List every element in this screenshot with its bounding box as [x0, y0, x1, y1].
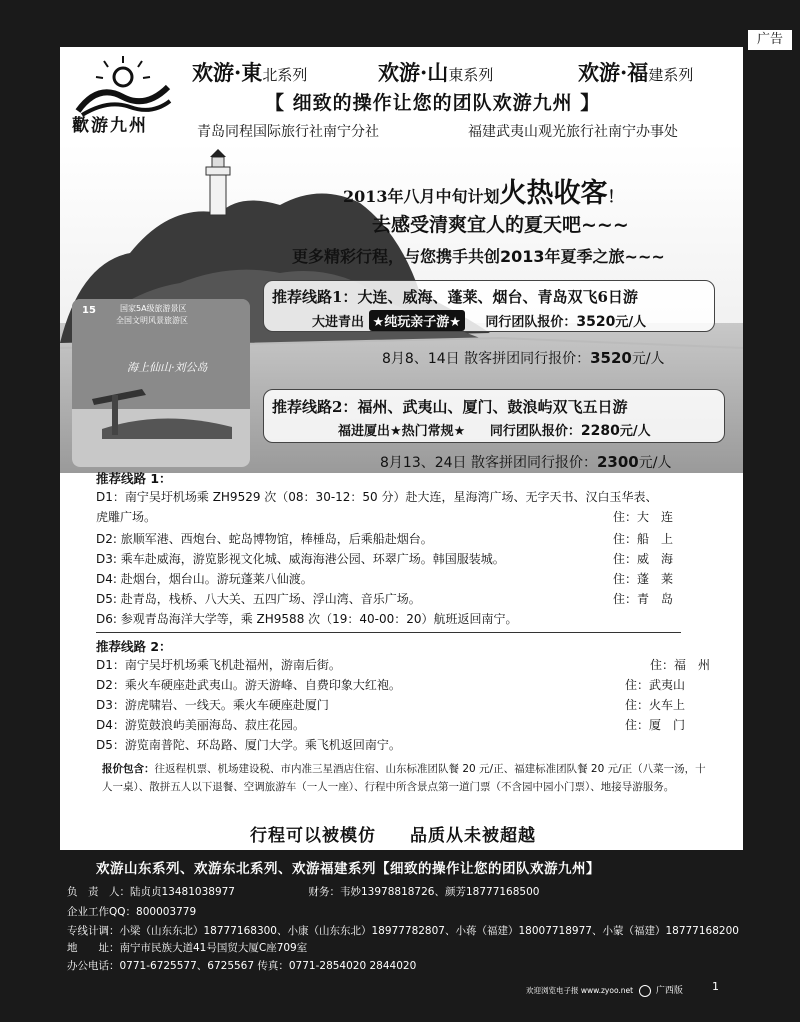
tagline-summer: 去感受清爽宜人的夏天吧~~~: [372, 214, 629, 236]
ad-label: 广告: [748, 30, 792, 50]
itinerary2-stay: 住：福 州: [650, 658, 711, 672]
itinerary1-day: D3: 乘车赴威海，游览影视文化城、威海海港公园、环翠广场。韩国服装城。: [96, 552, 505, 566]
route2-free-price: 8月13、24日 散客拼团同行报价：2300元/人: [380, 453, 672, 471]
route1-free-price: 8月8、14日 散客拼团同行报价：3520元/人: [382, 349, 665, 367]
brochure-line2: 全国文明风景旅游区: [116, 316, 188, 325]
page-number: 1: [712, 980, 719, 993]
series-fujian: 欢游·福建系列: [578, 60, 694, 85]
itinerary1-stay: 住：大 连: [613, 510, 674, 524]
itinerary1-day: D2: 旅顺军港、西炮台、蛇岛博物馆，棒棰岛，后乘船赴烟台。: [96, 532, 433, 546]
series-shandong: 欢游·山東系列: [378, 60, 494, 85]
series-dongbei: 欢游·東北系列: [192, 60, 308, 85]
contact-planners: 专线计调：小梁（山东东北）18777168300、小康（山东东北）18977782807、小蒋（福建）18007718977、小蒙（福建）18777168200: [67, 925, 739, 937]
svg-text:15: 15: [82, 305, 96, 316]
logo-text: 歡游九州: [72, 116, 148, 136]
itinerary2-day: D4：游览鼓浪屿美丽海岛、菽庄花园。: [96, 718, 305, 732]
headline: 2013年八月中旬计划火热收客！: [343, 178, 624, 209]
itinerary2-stay: 住：厦 门: [625, 718, 686, 732]
itinerary1-stay: 住：蓬 莱: [613, 572, 674, 586]
contact-manager: 负 责 人：陆贞贞13481038977 财务：韦妙13978818726、颜芳18777168500: [67, 886, 540, 898]
itinerary2-day: D1：南宁吴圩机场乘飞机赴福州，游南后街。: [96, 658, 341, 672]
route1-badge: ★纯玩亲子游★: [369, 310, 465, 331]
itinerary2-day: D5：游览南普陀、环岛路、厦门大学。乘飞机返回南宁。: [96, 738, 401, 752]
footer-title: 欢游山东系列、欢游东北系列、欢游福建系列【细致的操作让您的团队欢游九州】: [96, 861, 600, 877]
itinerary2-day: D3：游虎啸岩、一线天。乘火车硬座赴厦门: [96, 698, 329, 712]
contact-address: 地 址：南宁市民族大道41号国贸大厦C座709室: [67, 942, 308, 954]
divider: [96, 632, 681, 633]
itinerary1-heading: 推荐线路 1：: [96, 471, 172, 486]
itinerary1-stay: 住：青 岛: [613, 592, 674, 606]
price-includes: 报价包含：往返程机票、机场建设税、市内准三星酒店住宿、山东标准团队餐 20 元/正、福建标准团队餐 20 元/正（八菜一汤，十人一桌）、散拼五人以下退餐、空调旅游车（一人一座）、行程中所含景点第一道门票（不含园中园小门票）、地接导游服务。: [102, 763, 706, 793]
itinerary1-stay: 住：船 上: [613, 532, 674, 546]
itinerary1-stay: 住：威 海: [613, 552, 674, 566]
leaf-logo-icon: [639, 985, 651, 997]
route1-details: 大进青出 ★纯玩亲子游★ 同行团队报价：3520元/人: [312, 310, 646, 331]
itinerary1-day: D5: 赴青岛，栈桥、八大关、五四广场、浮山湾、音乐广场。: [96, 592, 421, 606]
agency-fujian: 福建武夷山观光旅行社南宁办事处: [468, 124, 678, 140]
itinerary2-heading: 推荐线路 2：: [96, 639, 172, 654]
route2-box: [263, 389, 725, 443]
footer-site: 欢迎浏览电子报 www.zyoo.net 广西版: [526, 986, 683, 996]
agency-qingdao: 青岛同程国际旅行社南宁分社: [197, 124, 379, 140]
contact-phone: 办公电话：0771-6725577、6725567 传真：0771-2854020 2844020: [67, 960, 417, 972]
itinerary1-day: 虎雕广场。: [96, 510, 157, 524]
itinerary1-day: D6: 参观青岛海洋大学等，乘 ZH9588 次（19：40-00：20）航班返回南宁。: [96, 612, 518, 626]
itinerary1-day: D1：南宁吴圩机场乘 ZH9529 次（08：30-12：50 分）赴大连，星海湾广场、无字天书、汉白玉华表、: [96, 490, 658, 504]
route1-box: [263, 280, 715, 332]
route2-title: 推荐线路2：福州、武夷山、厦门、鼓浪屿双飞五日游: [272, 398, 628, 416]
brochure-line1: 国家5A级旅游景区: [120, 304, 187, 313]
contact-qq: 企业工作QQ：800003779: [67, 906, 197, 918]
route2-details: 福进厦出★热门常规★ 同行团队报价：2280元/人: [338, 423, 651, 439]
bottom-slogan: 行程可以被模仿 品质从未被超越: [250, 826, 536, 846]
tagline-more: 更多精彩行程，与您携手共创2013年夏季之旅~~~: [292, 247, 665, 266]
advert-page: [60, 47, 743, 850]
brochure-script: 海上仙山·刘公岛: [127, 361, 208, 374]
itinerary2-day: D2：乘火车硬座赴武夷山。游天游峰、自费印象大红袍。: [96, 678, 401, 692]
itinerary2-stay: 住：武夷山: [625, 678, 686, 692]
brochure-image: [72, 299, 250, 467]
itinerary1-day: D4: 赴烟台，烟台山。游玩蓬莱八仙渡。: [96, 572, 313, 586]
route1-title: 推荐线路1：大连、威海、蓬莱、烟台、青岛双飞6日游: [272, 288, 638, 306]
itinerary2-stay: 住：火车上: [625, 698, 686, 712]
slogan: 【 细致的操作让您的团队欢游九州 】: [265, 92, 601, 114]
